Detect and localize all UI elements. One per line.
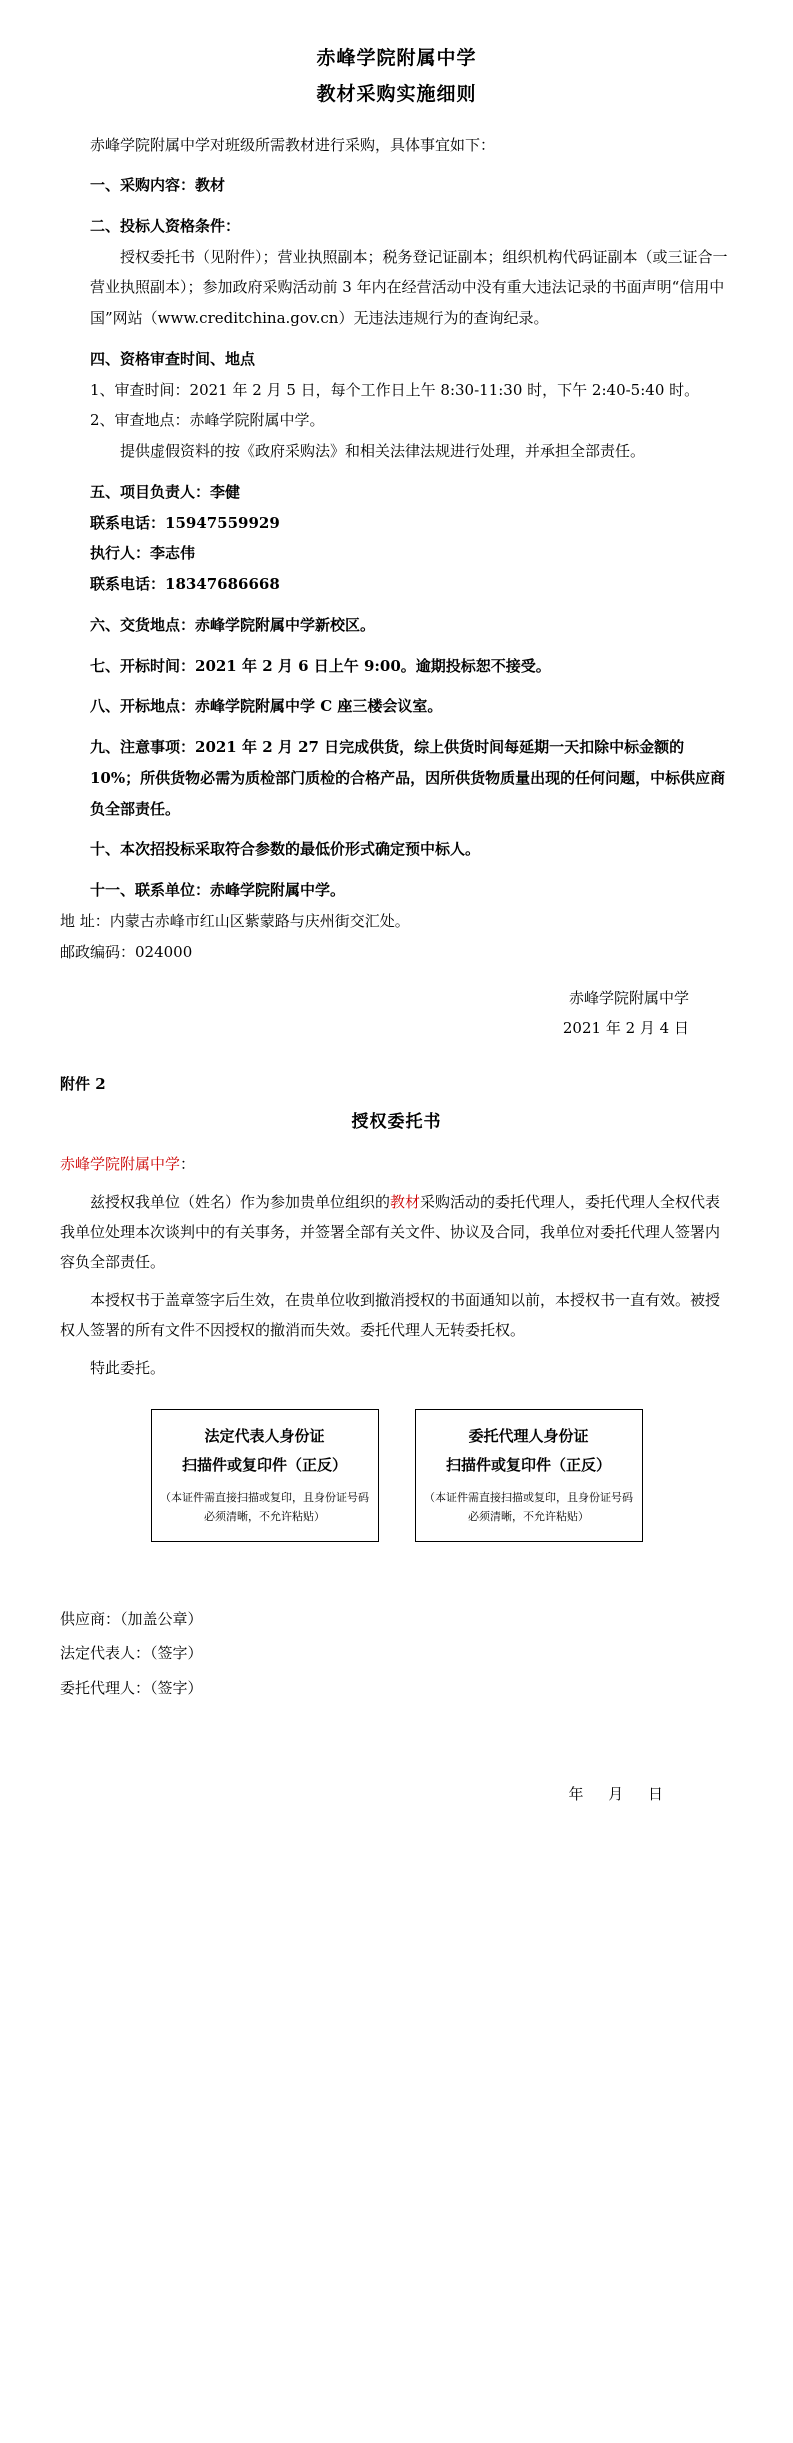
agent-box-note: （本证件需直接扫描或复印，且身份证号码必须清晰，不允许粘贴） <box>424 1491 633 1524</box>
legal-representative-id-box <box>151 1409 379 1541</box>
signature-fields <box>60 1602 733 1706</box>
contact-phone-2: 联系电话：18347686668 <box>90 575 280 594</box>
address-line: 地 址：内蒙古赤峰市红山区紫蒙路与庆州街交汇处。 <box>60 911 410 930</box>
postcode-line: 邮政编码：024000 <box>60 942 193 961</box>
addressee-colon: ： <box>180 1155 196 1174</box>
legal-rep-box-line-2: 扫描件或复印件（正反） <box>181 1455 347 1474</box>
section-10 <box>60 834 733 865</box>
agent-id-box <box>415 1409 643 1541</box>
auth-p1-highlight: 教材 <box>390 1193 421 1212</box>
section-2-body: 授权委托书（见附件）；营业执照副本；税务登记证副本；组织机构代码证副本（或三证合一营业执照副本）；参加政府采购活动前 3 年内在经营活动中没有重大违法记录的书面声明“信用中国”网站（www.creditchina.gov.cn）无违法违规行为的查询纪录。 <box>90 247 728 328</box>
section-4-item-2: 2、审查地点：赤峰学院附属中学。 <box>90 411 325 430</box>
section-8-heading: 八、开标地点：赤峰学院附属中学 C 座三楼会议室。 <box>90 697 443 716</box>
section-1-heading: 一、采购内容：教材 <box>90 176 226 195</box>
section-2 <box>60 211 733 334</box>
section-8 <box>60 691 733 722</box>
attachment-title: 授权委托书 <box>351 1112 442 1133</box>
section-7 <box>60 651 733 682</box>
agent-sign-line: 委托代理人：（签字） <box>60 1678 203 1697</box>
addressee-organization: 赤峰学院附属中学 <box>60 1155 181 1174</box>
section-4-heading: 四、资格审查时间、地点 <box>90 349 256 368</box>
agent-box-line-1: 委托代理人身份证 <box>468 1427 589 1446</box>
section-1 <box>60 170 733 201</box>
section-5-heading: 五、项目负责人：李健 <box>90 482 241 501</box>
section-9-heading: 九、注意事项：2021 年 2 月 27 日完成供货，综上供货时间每延期一天扣除中标金额的 10%；所供货物必需为质检部门质检的合格产品，因所供货物质量出现的任何问题，中标供应商负全部责任。 <box>90 738 726 818</box>
auth-p1-part-b: 采购活动的委托代理人，委托代理人全权代表我单位处理本次谈判中的有关事务，并签署全部有关文件、协议及合同，我单位对委托代理人签署内容负全部责任。 <box>60 1193 721 1272</box>
title-line-2: 教材采购实施细则 <box>316 83 477 106</box>
authorization-paragraph-3: 特此委托。 <box>90 1359 166 1378</box>
section-2-heading: 二、投标人资格条件： <box>90 216 241 235</box>
section-4-item-1: 1、审查时间：2021 年 2 月 5 日，每个工作日上午 8:30-11:30 时，下午 2:40-5:40 时。 <box>90 380 700 399</box>
blank-date-line: 年 月 日 <box>568 1785 673 1804</box>
section-10-heading: 十、本次招投标采取符合参数的最低价形式确定预中标人。 <box>90 840 481 859</box>
legal-rep-box-line-1: 法定代表人身份证 <box>204 1427 325 1446</box>
authorization-paragraph-1 <box>60 1187 733 1277</box>
contact-phone-1: 联系电话：15947559929 <box>90 513 280 532</box>
signature-block <box>60 983 733 1043</box>
auth-p1-part-a: 兹授权我单位（姓名）作为参加贵单位组织的 <box>90 1193 391 1212</box>
section-11 <box>60 875 733 906</box>
section-4 <box>60 344 733 467</box>
authorization-paragraph-2: 本授权书于盖章签字后生效，在贵单位收到撤消授权的书面通知以前，本授权书一直有效。被授权人签署的所有文件不因授权的撤消而失效。委托代理人无转委托权。 <box>60 1291 721 1340</box>
signature-organization: 赤峰学院附属中学 <box>568 989 689 1008</box>
signature-date: 2021 年 2 月 4 日 <box>562 1019 689 1038</box>
id-boxes <box>60 1409 733 1541</box>
executor-name: 执行人：李志伟 <box>90 544 196 563</box>
page-title <box>60 40 733 112</box>
agent-box-line-2: 扫描件或复印件（正反） <box>445 1455 611 1474</box>
section-9 <box>60 732 733 824</box>
section-6 <box>60 610 733 641</box>
attachment-addressee <box>60 1149 733 1179</box>
legal-representative-sign-line: 法定代表人：（签字） <box>60 1644 203 1663</box>
section-5 <box>60 477 733 600</box>
attachment-label: 附件 2 <box>60 1075 106 1094</box>
section-11-heading: 十一、联系单位：赤峰学院附属中学。 <box>90 881 346 900</box>
section-6-heading: 六、交货地点：赤峰学院附属中学新校区。 <box>90 615 376 634</box>
section-4-note: 提供虚假资料的按《政府采购法》和相关法律法规进行处理，并承担全部责任。 <box>120 442 646 461</box>
intro-paragraph: 赤峰学院附属中学对班级所需教材进行采购，具体事宜如下： <box>90 136 496 155</box>
supplier-seal-line: 供应商：（加盖公章） <box>60 1609 203 1628</box>
title-line-1: 赤峰学院附属中学 <box>316 47 477 69</box>
section-7-heading: 七、开标时间：2021 年 2 月 6 日上午 9:00。逾期投标恕不接受。 <box>90 656 551 675</box>
legal-rep-box-note: （本证件需直接扫描或复印，且身份证号码必须清晰，不允许粘贴） <box>160 1491 369 1524</box>
